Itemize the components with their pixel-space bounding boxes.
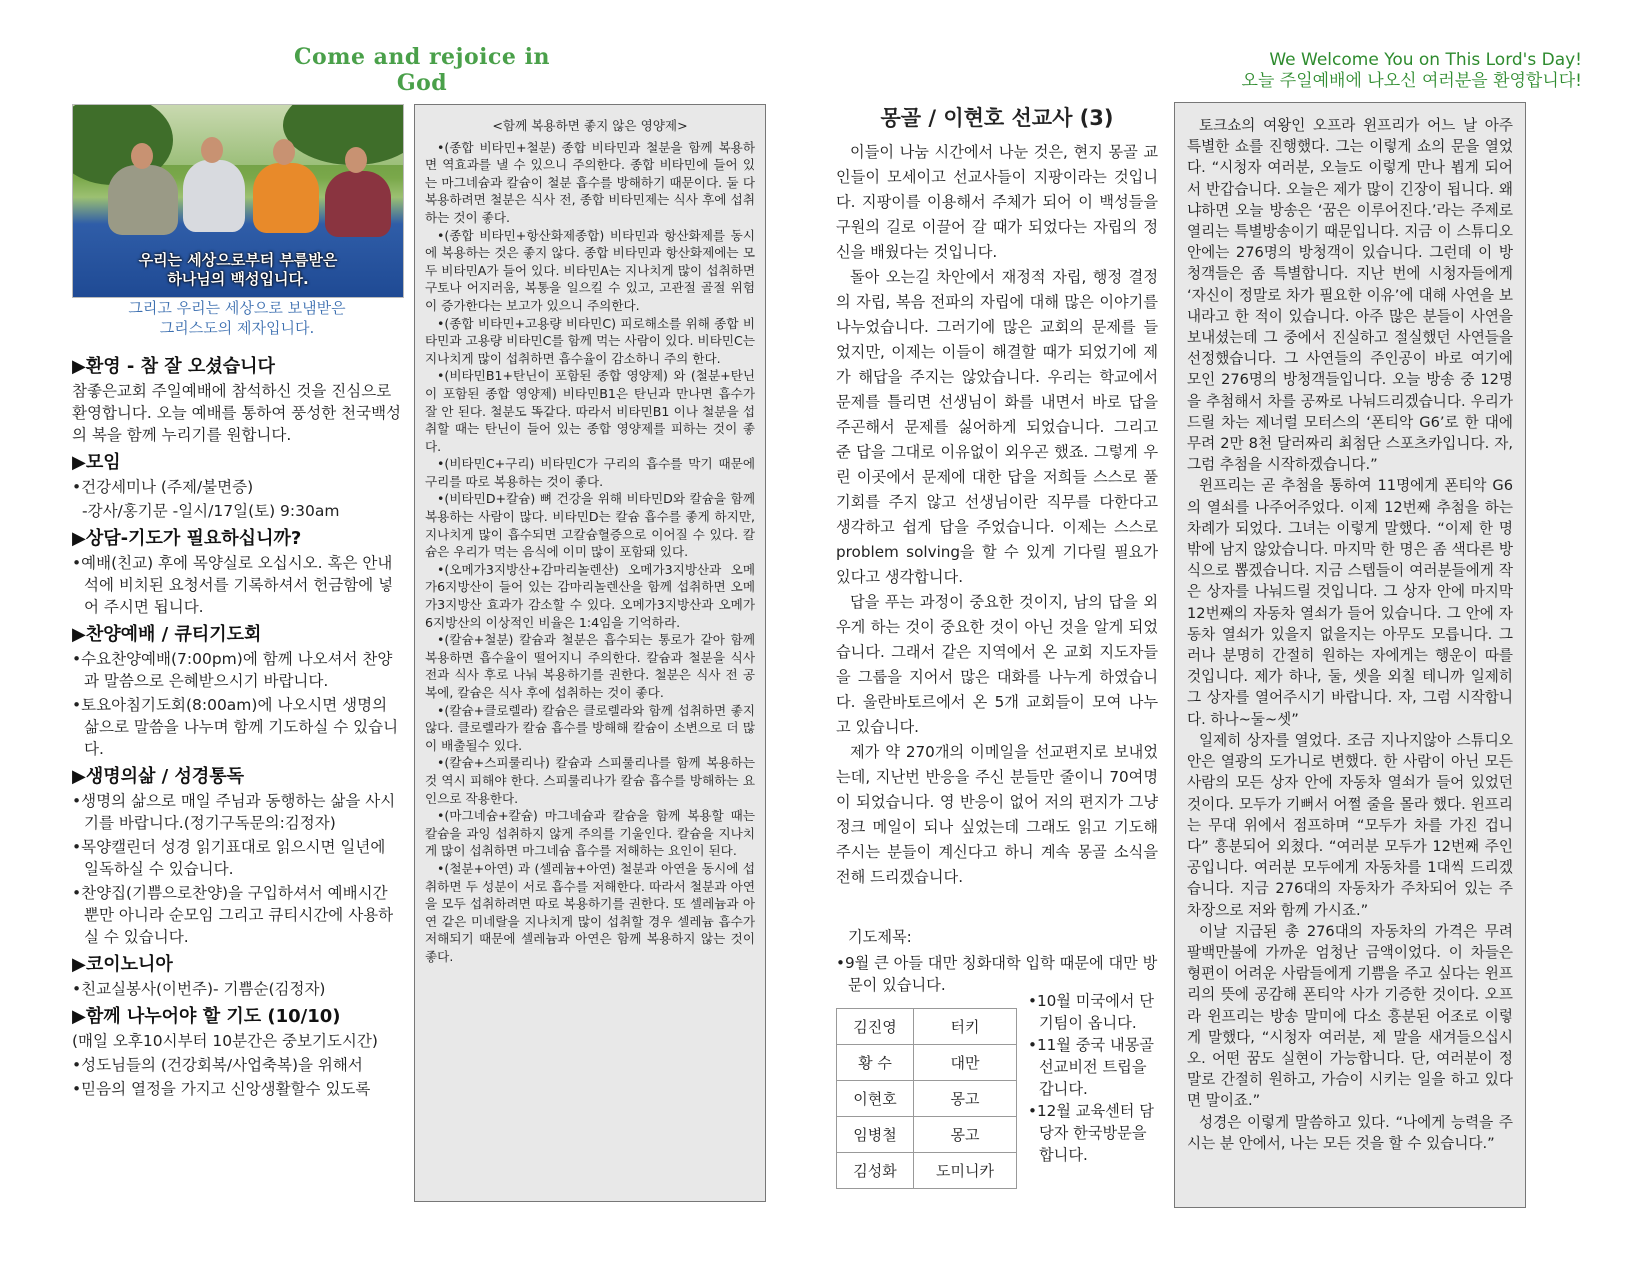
table-row [837,1009,1017,1045]
pray-item: •믿음의 열정을 가지고 신앙생활할수 있도록 [72,1080,371,1098]
missionary-country: 대만 [914,1045,1017,1081]
praise-item: •토요아침기도회(8:00am)에 나오시면 생명의 삶으로 말씀을 나누며 함께 기도하실 수 있습니다. [72,696,399,758]
photo-head [201,137,223,163]
mission-paragraph: 돌아 오는길 차안에서 재정적 자립, 행정 결정의 자립, 복음 전파의 자립에 대해 많은 이야기를 나누었습니다. 그러기에 많은 교회의 문제를 들었지만, 이제는 이들이 해결할 때가 되었기에 제가 해답을 주지는 않았습니다. 우리는 학교에서 문제를 틀리면 선생님이 화를 내면서 바로 답을 주곤해서 문제를 싫어하게 되었습니다. 그리고 준 답을 그대로 이유없이 외우곤 했죠. 그렇게 우린 이곳에서 문제에 대한 답을 저희들 스스로 풀 기회를 주지 않고 선생님이란 직무를 다한다고 생각하고 쉽게 답을 주었습니다. 이제는 스스로 problem solving을 할 수 있게 기다릴 필요가 있다고 생각합니다. [836,268,1158,586]
table-row [837,1045,1017,1081]
prayer-label: 기도제목: [848,928,912,946]
missionary-name: 황 수 [837,1045,914,1081]
welcome-korean: 오늘 주일예배에 나오신 여러분을 환영합니다! [1241,71,1582,91]
nutrition-paragraph: •(비타민B1+탄닌이 포함된 종합 영양제) 와 (철분+탄닌이 포함된 종합 영양제) 비타민B1은 탄닌과 만나면 흡수가 잘 안 된다. 철분도 똑같다. 따라서 비타민B1 이나 철분을 섭취할 때는 탄닌이 들어 있는 종합 영양제를 피하는 것이 좋다. [425,368,755,454]
welcome-text: 참좋은교회 주일예배에 참석하신 것을 진심으로 환영합니다. 오늘 예배를 통하여 풍성한 천국백성의 복을 함께 누리기를 원합니다. [72,382,402,444]
koinonia-heading: ▶코이노니아 [72,954,173,975]
mission-paragraph: 제가 약 270개의 이메일을 선교편지로 보내었는데, 지난번 반응을 주신 분들만 줄이니 70여명이 되었습니다. 영 반응이 없어 저의 편지가 그냥 정크 메일이 되나 싶었는데 그래도 읽고 기도해 주시는 분들이 계신다고 하니 계속 몽골 소식을 전해 드리겠습니다. [836,743,1158,886]
caption-line-1: 그리고 우리는 세상으로 보냄받은 [128,299,346,317]
photo-person [325,171,391,237]
story-paragraph: 토크쇼의 여왕인 오프라 윈프리가 어느 날 아주 특별한 쇼를 진행했다. 그는 이렇게 쇼의 문을 열었다. “시청자 여러분, 오늘도 이렇게 만나 뵙게 되어서 반갑습니다. 오늘은 제가 많이 긴장이 됩니다. 왜냐하면 오늘 방송은 ‘꿈은 이루어진다.’라는 주제로 열리는 특별방송이기 때문입니다. 지금 이 스튜디오 안에는 276명의 방청객이 있습니다. 그런데 이 방청객들은 좀 특별합니다. 지난 번에 시청자들에게 ‘자신이 정말로 차가 필요한 이유’에 대해 사연을 보내라고 한 적이 있습니다. 아주 많은 분들이 사연을 보내셨는데 그 중에서 진실하고 절실했던 사연들을 선정했습니다. 그 사연들의 주인공이 바로 여기에 모인 276명의 방청객들입니다. 오늘 방송 중 12명을 추첨해서 차를 공짜로 나눠드리겠습니다. 우리가 드릴 차는 제너럴 모터스의 ‘폰티악 G6’로 한 대에 무려 2만 8천 달러짜리 최첨단 스포츠카입니다. 자, 그럼 추첨을 시작하겠습니다.” [1187,117,1513,474]
koinonia-item: •친교실봉사(이번주)- 기쁨순(김정자) [72,980,326,998]
mission-paragraph: 답을 푸는 과정이 중요한 것이지, 남의 답을 외우게 하는 것이 중요한 것이 아닌 것을 알게 되었습니다. 그래서 같은 지역에서 온 교회 지도자들을 그룹을 지어서 많은 대화를 나누게 하였습니다. 울란바토르에서 온 5개 교회들이 모여 나누고 있습니다. [836,593,1158,736]
photo-person [108,165,178,235]
life-item: •목양캘린더 성경 읽기표대로 읽으시면 일년에 일독하실 수 있습니다. [72,838,386,878]
church-photo [72,104,404,298]
nutrition-paragraph: •(종합 비타민+고용량 비타민C) 피로해소를 위해 종합 비타민과 고용량 비타민C를 함께 먹는 사람이 있다. 비타민C는 지나치게 많이 섭취하면 흡수율이 감소하니 주의 한다. [425,315,755,366]
welcome-heading: ▶환영 - 참 잘 오셨습니다 [72,356,275,377]
header-left-title: Come and rejoice in God [294,44,550,96]
missionary-country: 몽고 [914,1081,1017,1117]
missionary-name: 김성화 [837,1153,914,1189]
prayer-list [1028,990,1164,1166]
table-row [837,1153,1017,1189]
missionary-table [836,1008,1017,1189]
welcome-english: We Welcome You on This Lord's Day! [1269,50,1582,70]
nutrition-paragraph: •(철분+아연) 과 (셀레늄+아연) 철분과 아연을 동시에 섭취하면 두 성분이 서로 흡수를 저해한다. 따라서 철분과 아연을 모두 섭취하려면 따로 복용하기를 권한다. 또 셀레늄과 아연 같은 미네랄을 지나치게 많이 섭취할 경우 셀레늄 흡수가 저해되기 때문에 셀레늄과 아연은 함께 복용하지 않는 것이 좋다. [425,860,755,964]
nutrition-paragraph: •(종합 비타민+항산화제종합) 비타민과 항산화제를 동시에 복용하는 것은 좋지 않다. 종합 비타민과 항산화제에는 모두 비타민A가 들어 있다. 비타민A는 지나치게 많이 섭취하면 구토나 어지러움, 복통을 일으킬 수 있고, 고관절 골절 위험이 증가한다는 보고가 있으니 주의한다. [425,227,755,313]
life-heading: ▶생명의삶 / 성경통독 [72,766,245,787]
missionary-name: 이현호 [837,1081,914,1117]
photo-person [253,163,319,233]
photo-caption [72,298,402,338]
mission-paragraph: 이들이 나눔 시간에서 나눈 것은, 현지 몽골 교인들이 모세이고 선교사들이 지팡이라는 것입니다. 지팡이를 이용해서 주체가 되어 이 백성들을 구원의 길로 이끌어 갈 때가 되었다는 자립의 정신을 배웠다는 것입니다. [836,143,1158,261]
counsel-heading: ▶상담-기도가 필요하십니까? [72,528,302,549]
story-box [1174,102,1526,1208]
nutrition-title: <함께 복용하면 좋지 않은 영양제> [492,118,688,133]
pray-heading: ▶함께 나누어야 할 기도 (10/10) [72,1006,341,1027]
missionary-name: 김진영 [837,1009,914,1045]
caption-line-2: 그리스도의 제자입니다. [159,319,315,337]
header-welcome [1242,50,1582,92]
nutrition-paragraph: •(비타민C+구리) 비타민C가 구리의 흡수를 막기 때문에 구리를 따로 복용하는 것이 좋다. [425,456,755,489]
prayer-item: •11월 중국 내몽골 선교비전 트립을 갑니다. [1028,1036,1154,1098]
nutrition-box [414,104,766,1202]
nutrition-paragraph: •(종합 비타민+철분) 종합 비타민과 철분을 함께 복용하면 역효과를 낼 수 있으니 주의한다. 종합 비타민에 들어 있는 마그네슘과 칼슘이 철분 흡수를 방해하기 때문이다. 둘 다 복용하려면 철분은 식사 전, 종합 비타민제는 식사 후에 섭취하는 것이 좋다. [425,139,755,225]
mission-title: 몽골 / 이현호 선교사 (3) [880,106,1114,130]
pray-subtitle: (매일 오후10시부터 10분간은 중보기도시간) [72,1032,378,1050]
pray-item: •성도님들의 (건강회복/사업축복)을 위해서 [72,1056,363,1074]
table-row [837,1117,1017,1153]
photo-person [183,160,245,232]
photo-head [345,147,367,173]
overlay-line-1: 우리는 세상으로부터 부름받은 [138,251,338,269]
nutrition-paragraph: •(비타민D+칼슘) 뼈 건강을 위해 비타민D와 칼슘을 함께 복용하는 사람이 많다. 비타민D는 칼슘 흡수를 좋게 하지만, 지나치게 많이 흡수되면 고칼슘혈증으로 이어질 수 있다. 칼슘은 우리가 먹는 음식에 이미 많이 포함돼 있다. [425,491,755,560]
story-paragraph: 이날 지급된 총 276대의 자동차의 가격은 무려 팔백만불에 가까운 엄청난 금액이었다. 이 차들은 형편이 어려운 사람들에게 기쁨을 주고 싶다는 윈프리의 뜻에 공감해 폰티악 사가 기증한 것이다. 오프라 윈프리는 방송 말미에 다소 흥분된 어조로 이렇게 말했다, “시청자 여러분, 제 말을 새겨들으십시오. 어떤 꿈도 실현이 가능합니다. 단, 여러분이 정말로 간절히 원하고, 가슴이 시키는 일을 하고 있다면 말이죠.” [1187,922,1513,1110]
prayer-item: •10월 미국에서 단기팀이 옵니다. [1028,992,1154,1032]
nutrition-paragraph: •(마그네슘+칼슘) 마그네슘과 칼슘을 함께 복용할 때는 칼슘을 과잉 섭취하지 않게 주의를 기울인다. 칼슘을 지나치게 많이 섭취하면 마그네슘 흡수를 저해하는 요인이 된다. [425,808,755,859]
prayer-item: •12월 교육센터 담당자 한국방문을 합니다. [1028,1102,1154,1164]
story-paragraph: 성경은 이렇게 말씀하고 있다. “나에게 능력을 주시는 분 안에서, 나는 모든 것을 할 수 있습니다.” [1187,1113,1513,1152]
nutrition-paragraph: •(칼슘+철분) 칼슘과 철분은 흡수되는 통로가 같아 함께 복용하면 흡수율이 떨어지니 주의한다. 칼슘과 철분을 식사 전과 식사 후로 나눠 복용하기를 권한다. 철분은 식사 전 공복에, 칼슘은 식사 후에 섭취하는 것이 좋다. [425,632,755,700]
overlay-line-2: 하나님의 백성입니다. [167,270,309,288]
life-item: •생명의 삶으로 매일 주님과 동행하는 삶을 사시기를 바랍니다.(정기구독문의:김정자) [72,792,396,832]
photo-overlay-caption [73,251,403,289]
photo-head [131,143,153,169]
nutrition-paragraph: •(칼슘+클로렐라) 칼슘은 클로렐라와 함께 섭취하면 좋지않다. 클로렐라가 칼슘 흡수를 방해해 칼슘이 소변으로 더 많이 배출될수 있다. [425,702,755,753]
praise-item: •수요찬양예배(7:00pm)에 함께 나오셔서 찬양과 말씀으로 은혜받으시기 바랍니다. [72,650,393,690]
mission-letter [836,140,1158,890]
photo-head [273,139,295,165]
meeting-heading: ▶모임 [72,452,121,473]
missionary-country: 몽고 [914,1117,1017,1153]
nutrition-paragraph: •(오메가3지방산+감마리놀렌산) 오메가3지방산과 오메가6지방산이 들어 있는 감마리놀렌산을 함께 섭취하면 오메가3지방산 효과가 감소할 수 있다. 오메가3지방산과 오메가6지방산의 이상적인 비율은 1:4임을 기억하라. [425,561,755,630]
prayer-item: •9월 큰 아들 대만 칭화대학 입학 때문에 대만 방문이 있습니다. [836,954,1158,994]
story-paragraph: 일제히 상자를 열었다. 조금 지나지않아 스튜디오 안은 열광의 도가니로 변했다. 한 사람이 아닌 모든 사람의 모든 상자 안에 자동차 열쇠가 들어 있었던 것이다. 모두가 기뻐서 어쩔 줄을 몰라 했다. 윈프리는 무대 위에서 점프하며 “모두가 차를 가진 겁니다” 흥분되어 외쳤다. “여러분 모두가 12번째 주인공입니다. 여러분 모두에게 자동차를 1대씩 드리겠습니다. 지금 276대의 자동차가 주차되어 있는 주차장으로 저와 함께 가시죠.” [1187,731,1513,919]
missionary-name: 임병철 [837,1117,914,1153]
life-item: •찬양집(기쁨으로찬양)을 구입하셔서 예배시간뿐만 아니라 순모임 그리고 큐티시간에 사용하실 수 있습니다. [72,884,394,946]
missionary-country: 도미니카 [914,1153,1017,1189]
missionary-country: 터키 [914,1009,1017,1045]
story-paragraph: 윈프리는 곧 추첨을 통하여 11명에게 폰티악 G6의 열쇠를 나주어주었다. 이제 12번째 추첨을 하는 차례가 되었다. 그녀는 이렇게 말했다. “이제 한 명 밖에 남지 않았습니다. 마지막 한 명은 좀 색다른 방식으로 뽑겠습니다. 지금 스텝들이 여러분들에게 작은 상자를 나눠드릴 것입니다. 그 상자 안에 마지막 12번째의 자동차 열쇠가 들어 있습니다. 그 안에 자동차 열쇠가 있을지 없을지는 아무도 모릅니다. 그러나 분명히 간절히 원하는 자에게는 행운이 따를 것입니다. 제가 하나, 둘, 셋을 외칠 테니까 일제히 그 상자를 열어주시기 바랍니다. 자, 그럼 시작합니다. 하나~둘~셋” [1187,477,1513,728]
counsel-item: •예배(친교) 후에 목양실로 오십시오. 혹은 안내석에 비치된 요청서를 기록하셔서 헌금함에 넣어 주시면 됩니다. [72,554,394,616]
nutrition-paragraph: •(칼슘+스피룰리나) 칼슘과 스피룰리나를 함께 복용하는 것 역시 피해야 한다. 스피룰리나가 칼슘 흡수를 방해하는 요인으로 작용한다. [425,755,755,806]
announcements [72,350,402,1102]
praise-heading: ▶찬양예배 / 큐티기도회 [72,624,262,645]
table-row [837,1081,1017,1117]
meeting-detail: -강사/홍기문 -일시/17일(토) 9:30am [82,502,340,520]
meeting-item: •건강세미나 (주제/불면증) [72,478,254,496]
